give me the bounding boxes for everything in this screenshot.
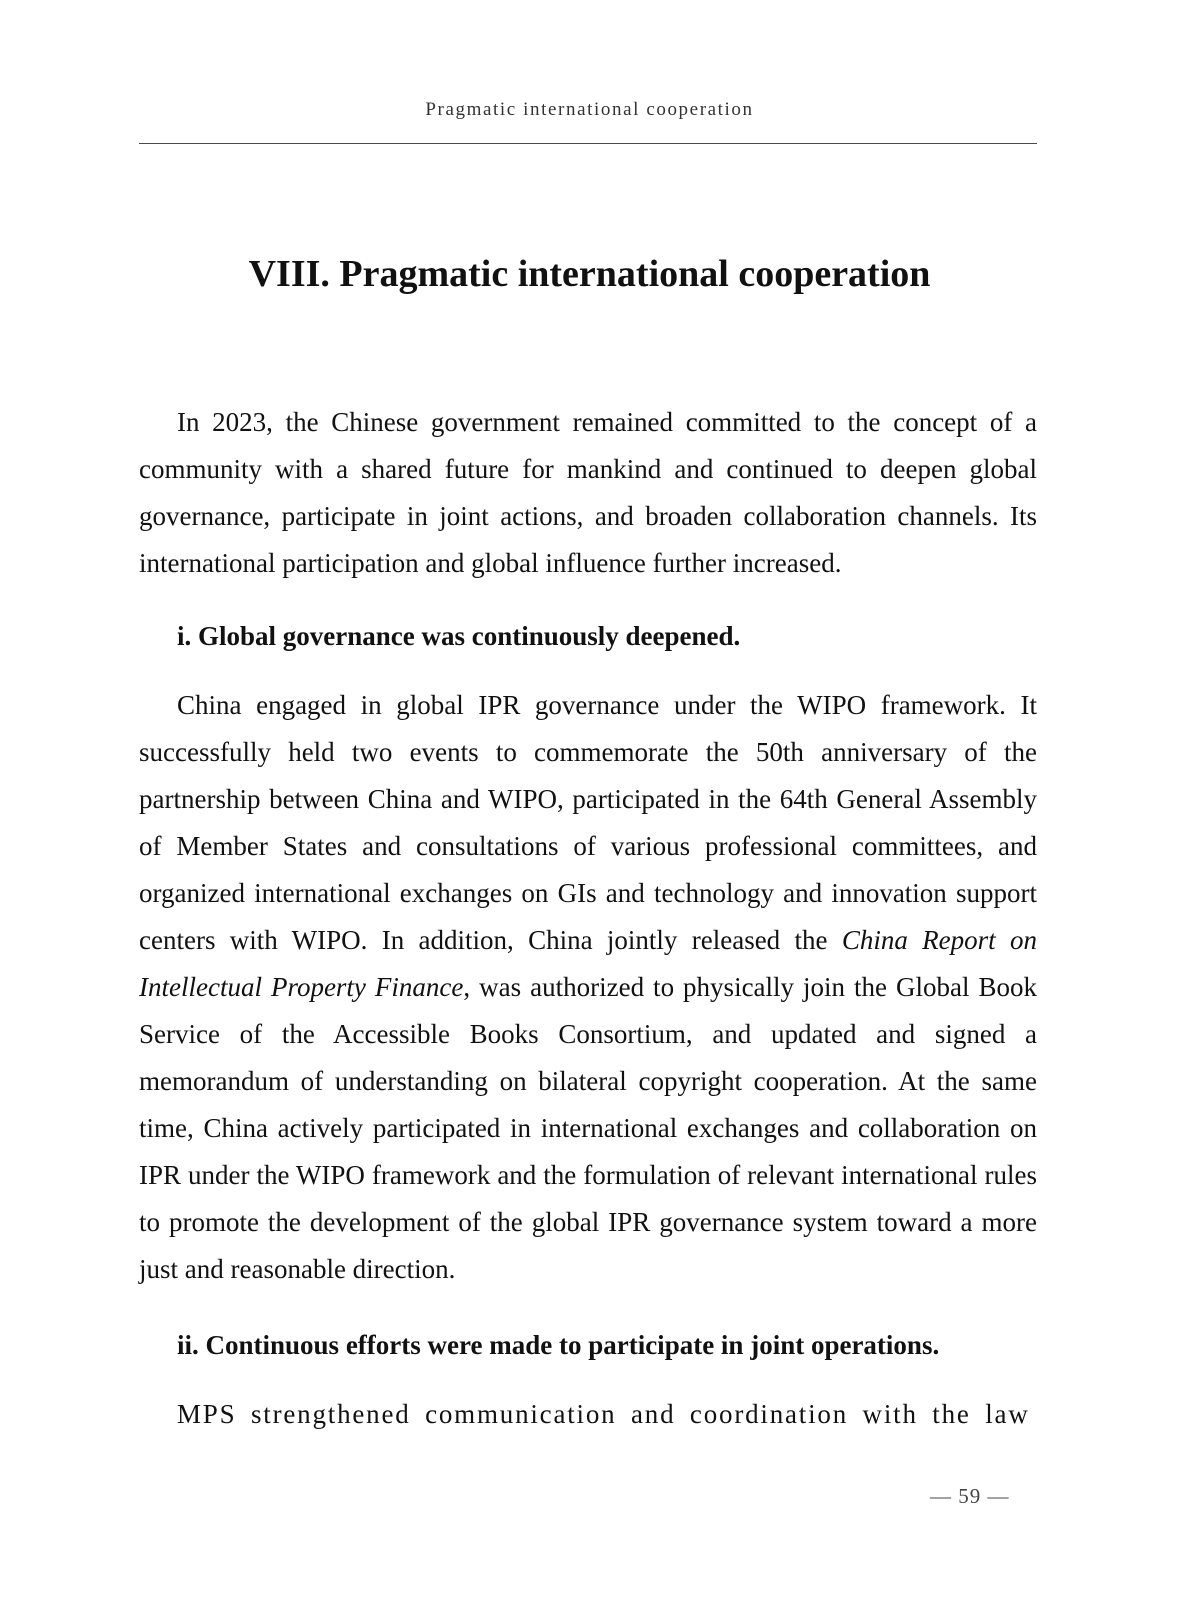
section-ii-heading-block — [177, 1327, 939, 1363]
intro-paragraph-block — [139, 399, 1037, 587]
section-i-text-before-italic: China engaged in global IPR governance under the WIPO framework. It successfully held two events to commemorate the 50th anniversary of the partnership between China and WIPO, participated in the 64th General Assembly of Member States and consultations of various professional committees, and organized international exchanges on GIs and technology and innovation support centers with WIPO. In addition, China jointly released the — [139, 690, 1037, 955]
section-i-heading: i. Global governance was continuously deepened. — [177, 621, 741, 651]
section-ii-paragraph: MPS strengthened communication and coordination with the law — [177, 1399, 1030, 1429]
header-divider — [139, 143, 1037, 144]
section-ii-heading: ii. Continuous efforts were made to participate in joint operations. — [177, 1330, 940, 1360]
section-i-paragraph-block — [139, 682, 1037, 1293]
section-ii-paragraph-block — [139, 1391, 1037, 1438]
running-header: Pragmatic international cooperation — [425, 99, 754, 120]
report-title: China Report on Intellectual Property Finance — [139, 925, 1038, 1002]
intro-paragraph: In 2023, the Chinese government remained committed to the concept of a community with a shared future for mankind and continued to deepen global governance, participate in joint actions, and broaden collaboration channels. Its international participation and global influence further increased. — [139, 407, 1037, 578]
section-i-text-after-italic: , was authorized to physically join the Global Book Service of the Accessible Books Consortium, and updated and signed a memorandum of understanding on bilateral copyright cooperation. At the same time, China actively participated in international exchanges and collaboration on IPR under the WIPO framework and the formulation of relevant international rules to promote the development of the global IPR governance system toward a more just and reasonable direction. — [139, 972, 1038, 1284]
section-i-paragraph — [139, 682, 1037, 1293]
page-number: — 59 — — [930, 1484, 1010, 1508]
chapter-title: VIII. Pragmatic international cooperation — [248, 253, 931, 295]
section-i-heading-block — [177, 618, 740, 654]
